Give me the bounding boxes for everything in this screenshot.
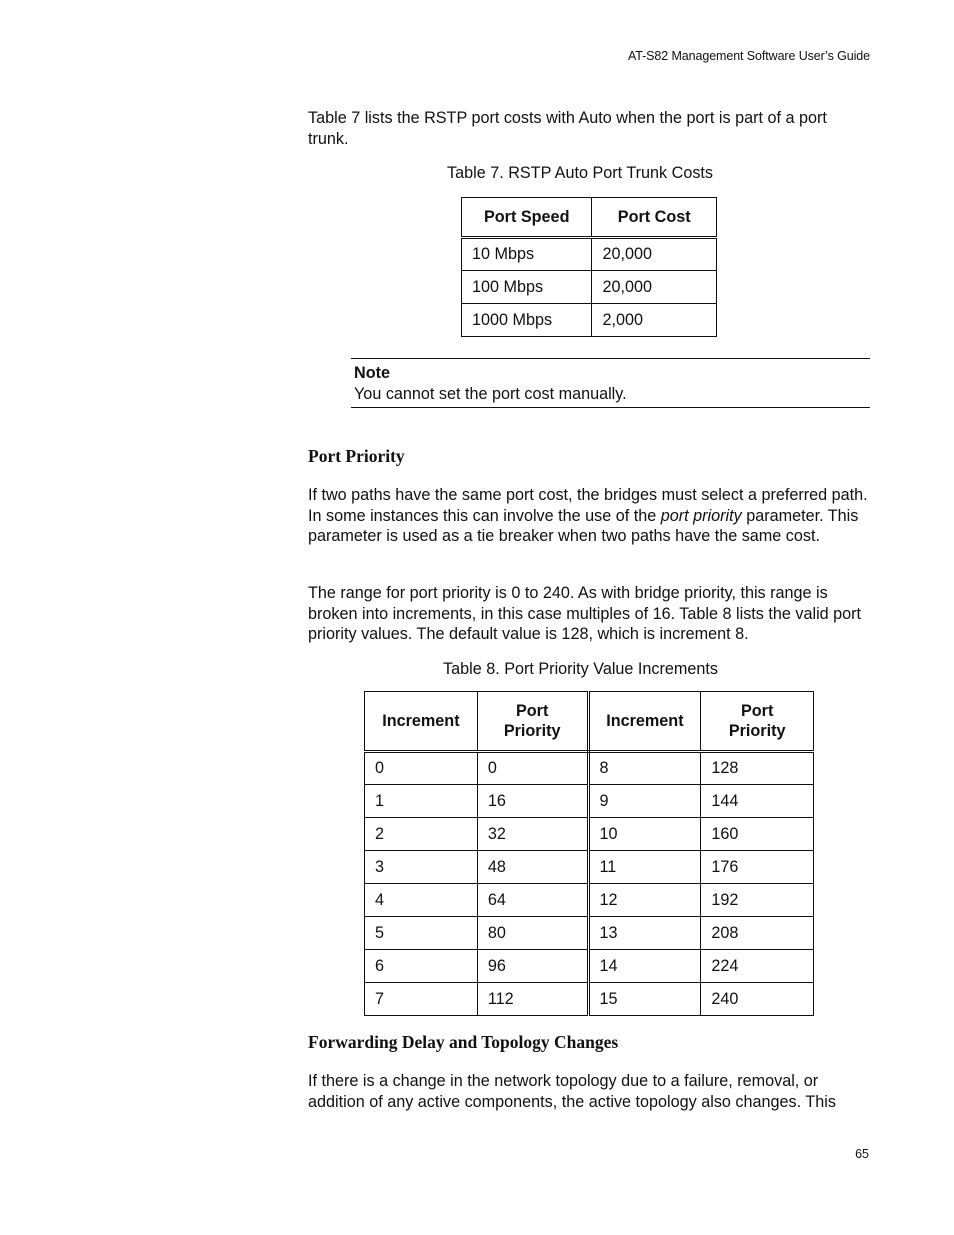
table-row [365,983,814,1016]
note-box [351,358,870,408]
port-priority-paragraph-2: The range for port priority is 0 to 240. As with bridge priority, this range is broken into increments, in this case multiples of 16. Table 8 lists the valid port priority values. The default value is 128, which is increment 8. [308,584,862,644]
header-line: Increment [606,712,684,730]
table8-header-increment [588,692,701,752]
table-cell: 128 [701,752,814,785]
paragraph-line: If there is a change in the network topology due to a failure, removal, or [308,1072,819,1090]
table-row [462,271,717,304]
paragraph-line: addition of any active components, the active topology also changes. This [308,1092,836,1111]
intro-paragraph: Table 7 lists the RSTP port costs with Auto when the port is part of a port trunk. [308,109,827,148]
table7-header-row [462,198,717,238]
page-number: 65 [855,1147,869,1161]
table8-header-port-priority [701,692,814,752]
table-cell: 0 [477,752,588,785]
table-cell: 13 [588,917,701,950]
paragraph-text: If two paths have the same port cost, the bridges must select a preferred path. In some instances this can involve the use of the [308,486,868,525]
note-text: You cannot set the port cost manually. [354,384,627,403]
note-label: Note [354,364,390,382]
header-line: Priority [503,722,561,740]
table-cell: 6 [365,950,478,983]
table-row [365,851,814,884]
table7-header-port-speed: Port Speed [462,198,592,238]
port-priority-paragraph-1 [308,485,870,547]
table-cell: 2,000 [592,304,717,337]
table-cell: 10 Mbps [462,238,592,271]
table-cell: 1000 Mbps [462,304,592,337]
table-cell: 0 [365,752,478,785]
table-cell: 14 [588,950,701,983]
table8-header-port-priority [477,692,588,752]
table-cell: 176 [701,851,814,884]
table8-port-priority-increments [364,691,814,1016]
table-cell: 240 [701,983,814,1016]
header-line: Increment [382,712,460,730]
table-cell: 48 [477,851,588,884]
paragraph-text: parameter. This parameter is used as a tie breaker when two paths have the same cost. [308,506,859,546]
port-priority-heading: Port Priority [308,446,405,466]
table-cell: 96 [477,950,588,983]
header-line: Port [740,702,774,720]
table-cell: 20,000 [592,271,717,304]
table-row [462,238,717,271]
table-row [365,950,814,983]
table-cell: 112 [477,983,588,1016]
table-cell: 4 [365,884,478,917]
table-cell: 8 [588,752,701,785]
table-row [365,884,814,917]
table-cell: 208 [701,917,814,950]
table-cell: 80 [477,917,588,950]
table8-header-row [365,692,814,752]
table-cell: 12 [588,884,701,917]
running-header: AT-S82 Management Software User’s Guide [627,49,870,63]
table7-header-port-cost: Port Cost [592,198,717,238]
table-cell: 11 [588,851,701,884]
table-row [365,917,814,950]
table-cell: 20,000 [592,238,717,271]
header-line: Priority [728,722,786,740]
table-cell: 7 [365,983,478,1016]
table-cell: 64 [477,884,588,917]
table-cell: 100 Mbps [462,271,592,304]
forwarding-delay-heading: Forwarding Delay and Topology Changes [308,1032,619,1052]
table-cell: 9 [588,785,701,818]
header-line: Port [515,702,549,720]
table-cell: 2 [365,818,478,851]
table8-header-increment [365,692,478,752]
table-cell: 10 [588,818,701,851]
table-row [365,752,814,785]
table-row [462,304,717,337]
table-cell: 144 [701,785,814,818]
table7-caption: Table 7. RSTP Auto Port Trunk Costs [447,164,714,182]
table8-caption: Table 8. Port Priority Value Increments [443,660,719,678]
table-cell: 3 [365,851,478,884]
table-cell: 16 [477,785,588,818]
table-cell: 192 [701,884,814,917]
table-row [365,818,814,851]
table-cell: 32 [477,818,588,851]
table-cell: 224 [701,950,814,983]
table-cell: 5 [365,917,478,950]
port-priority-term: port priority [660,506,742,525]
table-cell: 160 [701,818,814,851]
table-row [365,785,814,818]
table-cell: 15 [588,983,701,1016]
table7-rstp-trunk-costs [461,197,717,337]
table-cell: 1 [365,785,478,818]
forwarding-delay-paragraph [308,1071,870,1112]
